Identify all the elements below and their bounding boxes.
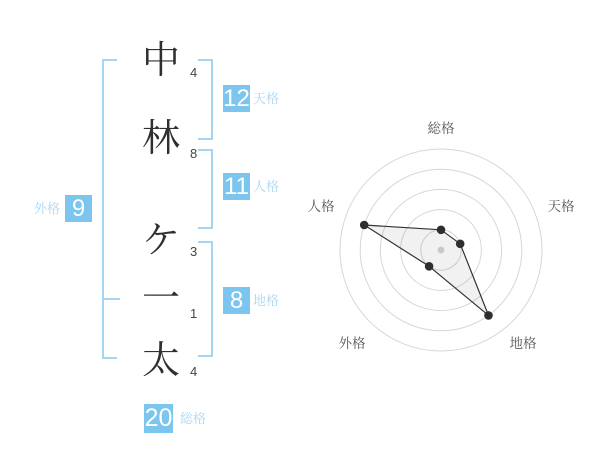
stroke-count: 8 — [190, 146, 198, 161]
chikaku-label: 地格 — [253, 293, 280, 308]
name-character: 一 — [141, 278, 180, 320]
jinkaku-value-badge: 11 — [224, 173, 249, 200]
radar-svg — [300, 95, 600, 375]
name-character: 中 — [141, 40, 180, 82]
stroke-count: 1 — [190, 306, 198, 321]
soukaku-value-badge: 20 — [144, 404, 173, 432]
radar-center-dot — [438, 247, 445, 254]
name-character: 太 — [141, 340, 180, 382]
bracket-tick — [198, 138, 213, 140]
bracket-tick — [198, 227, 213, 229]
tenkaku-label: 天格 — [253, 91, 280, 106]
bracket-tick — [198, 149, 213, 151]
radar-axis-label: 天格 — [547, 199, 575, 214]
name-character: 林 — [141, 118, 180, 160]
stroke-count: 3 — [190, 244, 198, 259]
radar-axis-label: 総格 — [427, 121, 455, 136]
tenkaku-value-badge: 12 — [223, 85, 250, 112]
radar-data-polygon — [364, 225, 488, 315]
radar-axis-label: 外格 — [338, 336, 366, 351]
bracket-tick — [198, 241, 213, 243]
radar-data-point — [360, 221, 369, 230]
radar-axis-label: 人格 — [307, 199, 335, 214]
jinkaku-label: 人格 — [253, 179, 280, 194]
name-character: ケ — [141, 220, 180, 262]
bracket-tick — [198, 355, 213, 357]
fortune-radar-chart — [300, 95, 600, 375]
bracket-tick — [102, 59, 117, 61]
bracket-tick — [102, 357, 117, 359]
bracket-tick — [102, 298, 120, 300]
radar-data-point — [437, 226, 446, 235]
radar-axis-label: 地格 — [509, 336, 537, 351]
bracket-line — [211, 241, 213, 357]
bracket-line — [102, 59, 104, 359]
stroke-count: 4 — [190, 364, 198, 379]
stroke-count: 4 — [190, 65, 198, 80]
bracket-line — [211, 59, 213, 140]
gaikaku-value-badge: 9 — [65, 195, 92, 222]
gaikaku-label: 外格 — [33, 201, 60, 216]
chikaku-value-badge: 8 — [223, 287, 250, 314]
radar-data-point — [456, 240, 465, 249]
bracket-tick — [198, 59, 213, 61]
radar-data-point — [425, 262, 434, 271]
bracket-line — [211, 149, 213, 229]
soukaku-label: 総格 — [180, 411, 207, 426]
radar-data-point — [484, 311, 493, 320]
